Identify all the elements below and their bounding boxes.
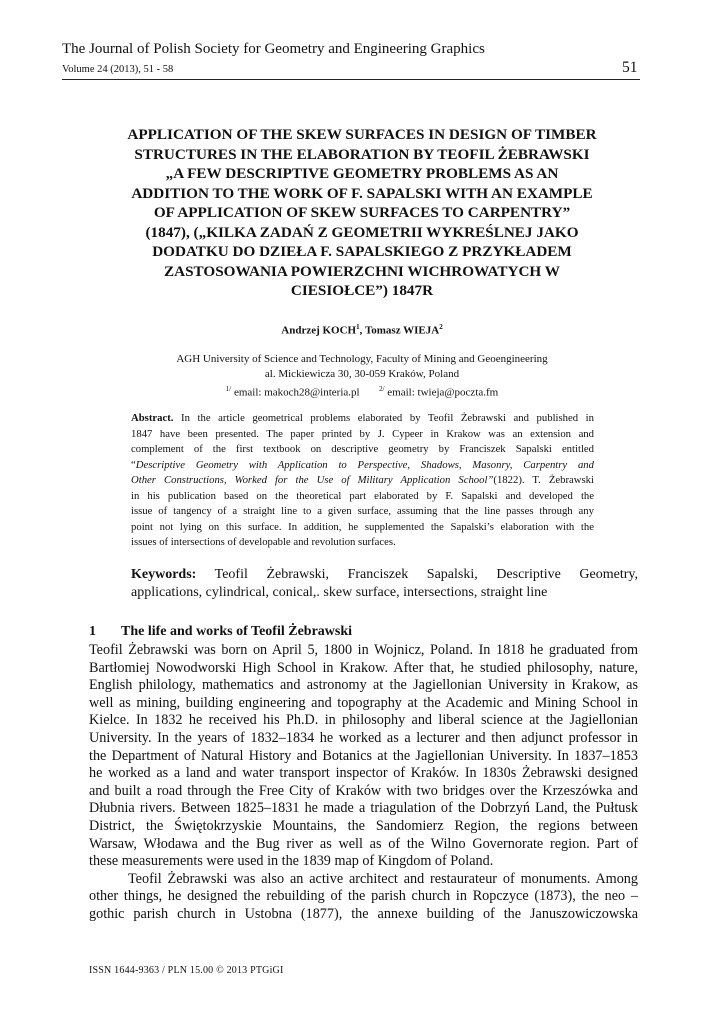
keywords-line: Keywords: Teofil Żebrawski, Franciszek Sapalski, Descriptive Geometry, <box>131 567 638 582</box>
abstract-line: issues of intersections of developable and revolution surfaces. <box>131 536 396 548</box>
email-link[interactable]: email: twieja@poczta.fm <box>387 386 499 399</box>
title-line: ADDITION TO THE WORK OF F. SAPALSKI WITH AN EXAMPLE <box>131 184 593 202</box>
author-affil-mark: 2 <box>439 323 443 331</box>
keywords-label: Keywords: <box>131 567 197 582</box>
body-line: the Department of Natural History and Botanics at the Jagiellonian University. In 1837–1853 <box>89 747 638 764</box>
page-number: 51 <box>622 59 638 76</box>
section-heading <box>89 624 352 640</box>
section-number: 1 <box>89 624 96 639</box>
author-name: Andrzej KOCH <box>281 324 357 337</box>
body-line: Dłubnia rivers. Between 1825–1831 he made a triagulation of the Dobrzyń Land, the Pułtusk <box>89 800 638 817</box>
abstract-line: Abstract. In the article geometrical problems elaborated by Teofil Żebrawski and published in <box>131 412 594 424</box>
page-footer: ISSN 1644-9363 / PLN 15.00 © 2013 PTGiGI <box>89 965 284 976</box>
title-line: (1847), („KILKA ZADAŃ Z GEOMETRII WYKREŚLNEJ JAKO <box>145 223 579 241</box>
body-text <box>89 642 638 924</box>
title-line: STRUCTURES IN THE ELABORATION BY TEOFIL ŻEBRAWSKI <box>134 145 590 163</box>
body-line: gothic parish church in Ustobna (1877), the annexe building of the Januszowiczowska <box>89 905 638 922</box>
paper-title <box>76 125 648 301</box>
title-line: APPLICATION OF THE SKEW SURFACES IN DESIGN OF TIMBER <box>127 126 597 143</box>
journal-name: The Journal of Polish Society for Geometry and Engineering Graphics <box>62 41 485 57</box>
body-line: Teofil Żebrawski was also an active architect and restaurateur of monuments. Among <box>128 870 638 887</box>
title-line: „A FEW DESCRIPTIVE GEOMETRY PROBLEMS AS AN <box>165 165 559 182</box>
keywords <box>131 566 638 602</box>
body-line: Bartłomiej Nowodworski High School in Krakow. After that, he studied philosophy, nature, <box>89 659 638 676</box>
abstract <box>131 411 594 551</box>
abstract-line: point not lying on this surface. In addition, he supplemented the Sapalski’s elaboration with the <box>131 520 594 533</box>
body-line: Warsaw, Włodawa and the Bug river as well as of the Wilno Governorate region. Part of <box>89 835 638 852</box>
body-line: and built a road through the Free City of Kraków with two bridges over the Krzeszówka and <box>89 782 638 799</box>
section-title: The life and works of Teofil Żebrawski <box>121 624 353 639</box>
author-affil-mark: 1 <box>356 323 360 331</box>
title-line: CIESIOŁCE”) 1847R <box>290 282 434 299</box>
abstract-line: 1847 have been presented. The paper printed by J. Cypeer in Krakow was an extension and <box>131 427 594 440</box>
email-link[interactable]: email: makoch28@interia.pl <box>233 386 360 399</box>
abstract-line: Other Constructions, Worked for the Use of Military Application School”(1822). T. Żebrawski <box>131 474 594 486</box>
volume-info: Volume 24 (2013), 51 - 58 <box>62 64 174 75</box>
abstract-line: complement of the first textbook on descriptive geometry by Franciszek Sapalski entitled <box>131 443 594 455</box>
body-line: he worked as a land and water transport inspector of Kraków. In 1830s Żebrawski designed <box>89 765 638 782</box>
abstract-line: issue of tangency of a straight line to a given surface, assuming that the line passes through any <box>131 505 594 517</box>
body-line: University. In the years of 1832–1834 he worked as a lecturer and then adjunct professor in <box>89 729 638 746</box>
affiliation-emails <box>0 382 724 401</box>
email-mark: 1/ <box>225 385 232 393</box>
affiliation-address: al. Mickiewicza 30, 30-059 Kraków, Poland <box>264 368 460 380</box>
body-line: Teofil Żebrawski was born on April 5, 1800 in Wojnicz, Poland. In 1818 he graduated from <box>89 642 638 658</box>
body-line: District, the Świętokrzyskie Mountains, the Sandomierz Region, the regions between <box>89 817 638 834</box>
title-line: DODATKU DO DZIEŁA F. SAPALSKIEGO Z PRZYKŁADEM <box>152 243 572 260</box>
body-line: other things, he designed the rebuilding of the parish church in Ropczyce (1873), the neo – <box>89 888 638 905</box>
authors <box>0 323 724 337</box>
affiliation-institution: AGH University of Science and Technology, Faculty of Mining and Geoengineering <box>176 353 548 365</box>
header-rule <box>62 79 640 80</box>
body-line: English philology, mathematics and astronomy at the Jagiellonian University in Krakow, as <box>89 677 638 694</box>
body-line: these measurements were used in the 1839 map of Kingdom of Poland. <box>89 853 494 870</box>
body-line: Kielce. In 1832 he received his Ph.D. in philosophy and liberal science at the Jagiellonian <box>89 712 638 729</box>
title-line: ZASTOSOWANIA POWIERZCHNI WICHROWATYCH W <box>164 262 560 280</box>
title-line: OF APPLICATION OF SKEW SURFACES TO CARPENTRY” <box>153 204 571 221</box>
abstract-line: in his publication based on the theoretical part elaborated by F. Sapalski and developed the <box>131 489 594 502</box>
author-separator: , <box>359 324 365 337</box>
keywords-line: applications, cylindrical, conical,. skew surface, intersections, straight line <box>131 585 548 600</box>
abstract-label: Abstract. <box>131 412 174 424</box>
abstract-line: “Descriptive Geometry with Application to Perspective, Shadows, Masonry, Carpentry and <box>131 458 594 471</box>
author-name: Tomasz WIEJA <box>364 324 440 337</box>
email-mark: 2/ <box>379 385 385 393</box>
body-line: well as mining, building engineering and topography at the Academic and Mining School in <box>89 694 638 711</box>
